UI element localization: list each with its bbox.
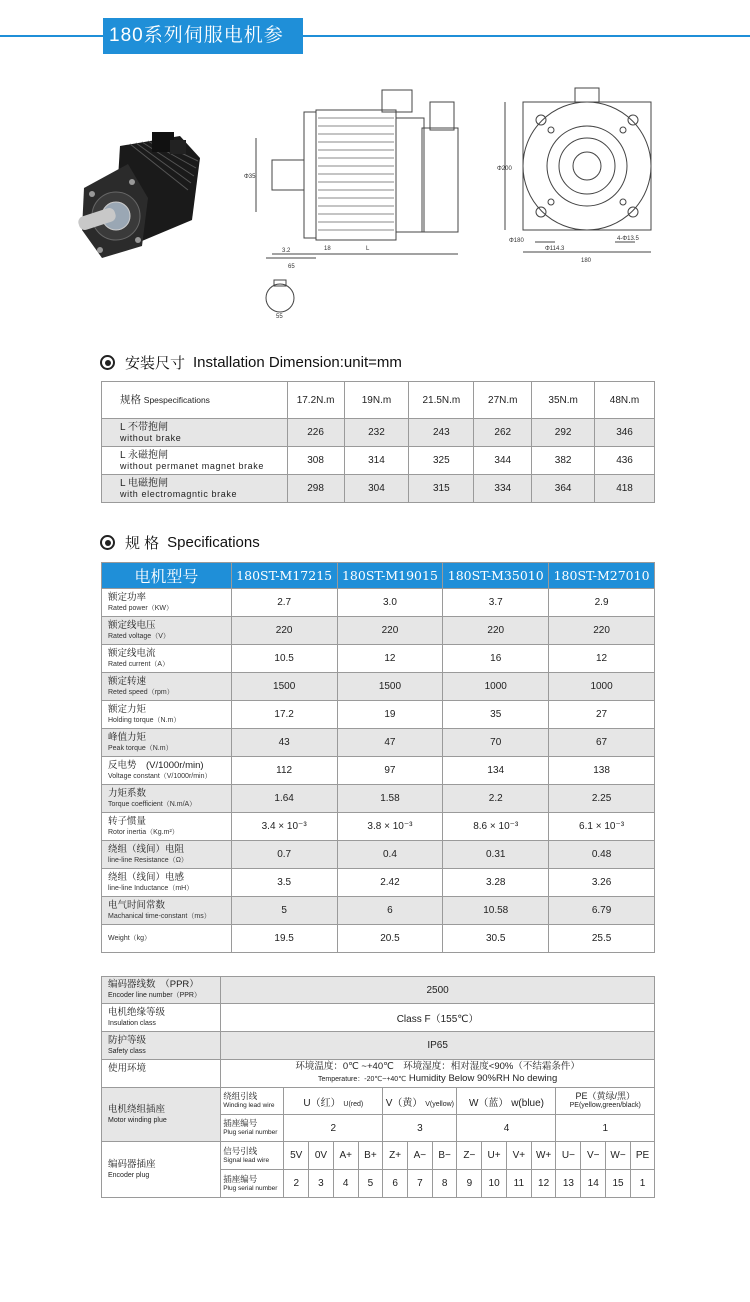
specifications-heading-cn: 规 格 xyxy=(125,535,160,552)
table-row: 绕组（线间）电感 line-line Inductance（mH） 3.5 2.42 3.28 3.26 xyxy=(102,869,655,897)
table-corner: 规格 Spespecifications xyxy=(102,382,288,419)
specifications-heading-en: Specifications xyxy=(167,534,260,551)
col-header: 19N.m xyxy=(344,382,409,419)
svg-text:L: L xyxy=(366,246,370,252)
table-row: 编码器插座 Encoder plug 信号引线 Signal lead wire 5V 0V A+ B+ Z+ A− B− Z− U+ V+ W+ U− V− W− PE xyxy=(102,1142,655,1170)
svg-text:3.2: 3.2 xyxy=(282,248,291,254)
model-header: 电机型号 xyxy=(102,563,232,589)
bullet-icon xyxy=(100,355,115,370)
model-name: 180ST-M19015 xyxy=(337,563,443,589)
bullet-icon xyxy=(100,535,115,550)
table-row: 使用环境 环境温度：0℃ ~+40℃ 环境湿度：相对湿度<90%（不结霜条件） Temperature：-20℃~+40℃ Humidity Below 90%RH No dewing xyxy=(102,1060,655,1088)
table-row: 额定线电压 Rated voltage（V） 220 220 220 220 xyxy=(102,617,655,645)
col-header: 27N.m xyxy=(474,382,532,419)
page-title: 180系列伺服电机参数 xyxy=(103,18,303,54)
table-row: 电机绕组插座 Motor winding plue 绕组引线 Winding lead wire U（红） U(red) V（黄） V(yellow) W（蓝） w(blue) PE（黄绿/黑） PE(yellow,green/black) xyxy=(102,1088,655,1115)
svg-text:4-Φ13.5: 4-Φ13.5 xyxy=(617,236,639,242)
installation-table xyxy=(101,381,655,503)
table-row: 反电势 (V/1000r/min) Voltage constant（V/1000r/min） 112 97 134 138 xyxy=(102,757,655,785)
side-view-drawing xyxy=(236,82,488,322)
svg-text:Φ35: Φ35 xyxy=(244,174,256,180)
specifications-table xyxy=(101,562,655,953)
table-row: 插座编号 Plug serial number 2 3 4 5 6 7 8 9 10 11 12 13 14 15 1 xyxy=(102,1170,655,1198)
col-header: 17.2N.m xyxy=(287,382,344,419)
table-row: 转子惯量 Rotor inertia（Kg.m²） 3.4 × 10⁻³ 3.8 × 10⁻³ 8.6 × 10⁻³ 6.1 × 10⁻³ xyxy=(102,813,655,841)
front-view-drawing xyxy=(495,82,675,262)
svg-text:Φ180: Φ180 xyxy=(509,238,524,244)
table-row: L 永磁抱闸 without permanet magnet brake 308 314 325 344 382 436 xyxy=(102,447,655,475)
svg-text:55: 55 xyxy=(276,314,283,320)
table-row: 电机绝缘等级 Insulation class Class F（155℃） xyxy=(102,1004,655,1032)
col-header: 21.5N.m xyxy=(409,382,474,419)
col-header: 35N.m xyxy=(532,382,595,419)
table-row: 额定功率 Rated power（KW） 2.7 3.0 3.7 2.9 xyxy=(102,589,655,617)
table-row: 绕组（线间）电阻 line-line Resistance（Ω） 0.7 0.4 0.31 0.48 xyxy=(102,841,655,869)
table-row: L 不带抱闸 without brake 226 232 243 262 292 346 xyxy=(102,419,655,447)
table-row: 额定线电流 Rated current（A） 10.5 12 16 12 xyxy=(102,645,655,673)
electrical-params-table xyxy=(101,976,655,1198)
svg-text:180: 180 xyxy=(581,258,592,262)
table-row: 力矩系数 Torque coefficient（N.m/A） 1.64 1.58 2.2 2.25 xyxy=(102,785,655,813)
table-row: 额定力矩 Holding torque（N.m） 17.2 19 35 27 xyxy=(102,701,655,729)
table-row: L 电磁抱闸 with electromagntic brake 298 304 315 334 364 418 xyxy=(102,475,655,503)
model-name: 180ST-M17215 xyxy=(231,563,337,589)
installation-heading xyxy=(100,352,402,373)
installation-heading-en: Installation Dimension:unit=mm xyxy=(193,354,402,371)
table-row: 额定转速 Reted speed（rpm） 1500 1500 1000 1000 xyxy=(102,673,655,701)
table-row: 防护等级 Safety class IP65 xyxy=(102,1032,655,1060)
table-row: 插座编号 Plug serial number 2 3 4 1 xyxy=(102,1115,655,1142)
svg-text:65: 65 xyxy=(288,264,295,270)
model-name: 180ST-M27010 xyxy=(549,563,655,589)
table-row: 峰值力矩 Peak torque（N.m） 43 47 70 67 xyxy=(102,729,655,757)
table-row: 电气时间常数 Machanical time-constant（ms） 5 6 10.58 6.79 xyxy=(102,897,655,925)
table-row: Weight（kg） 19.5 20.5 30.5 25.5 xyxy=(102,925,655,953)
motor-photo xyxy=(70,128,210,268)
section-header xyxy=(0,16,750,82)
svg-text:Φ200: Φ200 xyxy=(497,166,512,172)
col-header: 48N.m xyxy=(595,382,655,419)
installation-heading-cn: 安装尺寸 xyxy=(125,355,186,372)
model-name: 180ST-M35010 xyxy=(443,563,549,589)
specifications-heading xyxy=(100,532,260,553)
table-row: 编码器线数 （PPR） Encoder line number（PPR） 2500 xyxy=(102,977,655,1004)
svg-text:Φ114.3: Φ114.3 xyxy=(545,246,565,252)
svg-text:18: 18 xyxy=(324,246,331,252)
